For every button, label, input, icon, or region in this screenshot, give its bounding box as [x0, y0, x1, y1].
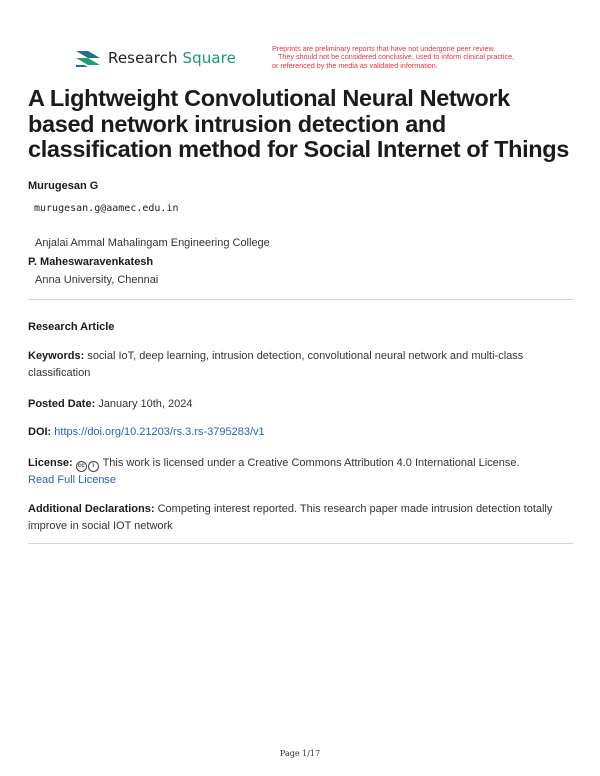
license-label: License:: [28, 457, 73, 469]
license: [28, 455, 576, 489]
license-text: This work is licensed under a Creative Commons Attribution 4.0 International License.: [102, 457, 520, 469]
author-email[interactable]: murugesan.g@aamec.edu.in: [34, 203, 179, 214]
article-type: Research Article: [28, 321, 115, 333]
cc-icon: cc: [76, 461, 87, 472]
paper-title: A Lightweight Convolutional Neural Network based network intrusion detection and classification method for Social Internet of Things: [28, 85, 569, 162]
keywords: [28, 348, 576, 382]
posted-date-value: January 10th, 2024: [98, 398, 193, 410]
read-full-license-link[interactable]: Read Full License: [28, 474, 117, 486]
attribution-icon: i: [88, 461, 99, 472]
logo-text: Research Square: [108, 49, 236, 67]
page-number: Page 1/17: [279, 749, 321, 758]
notice-line: Preprints are preliminary reports that have not undergone peer review.: [272, 44, 496, 53]
author-name: Murugesan G: [28, 180, 99, 192]
notice-line: or referenced by the media as validated information.: [272, 60, 438, 70]
posted-label: Posted Date:: [28, 398, 96, 410]
additional-declarations: [28, 501, 576, 535]
author-affiliation: Anjalai Ammal Mahalingam Engineering College: [35, 237, 270, 249]
author-affiliation: Anna University, Chennai: [35, 274, 159, 286]
author-name: P. Maheswaravenkatesh: [28, 256, 154, 268]
declarations-label: Additional Declarations:: [28, 503, 155, 515]
posted-date: [28, 396, 576, 413]
preprint-notice: [272, 45, 572, 70]
research-square-logo-icon: [74, 47, 102, 69]
divider: [28, 543, 573, 544]
research-square-logo[interactable]: [74, 47, 236, 69]
declarations-value: Competing interest reported. This research paper made intrusion detection totally improve in social IOT network: [28, 503, 553, 532]
notice-line: They should not be considered conclusive, used to inform clinical practice,: [278, 52, 515, 62]
keywords-label: Keywords:: [28, 350, 85, 362]
doi-label: DOI:: [28, 426, 52, 438]
keywords-value: social IoT, deep learning, intrusion detection, convolutional neural network and multi-class classification: [28, 350, 524, 379]
divider: [28, 299, 573, 300]
doi-link[interactable]: https://doi.org/10.21203/rs.3.rs-3795283/v1: [54, 426, 265, 438]
doi: [28, 424, 576, 441]
